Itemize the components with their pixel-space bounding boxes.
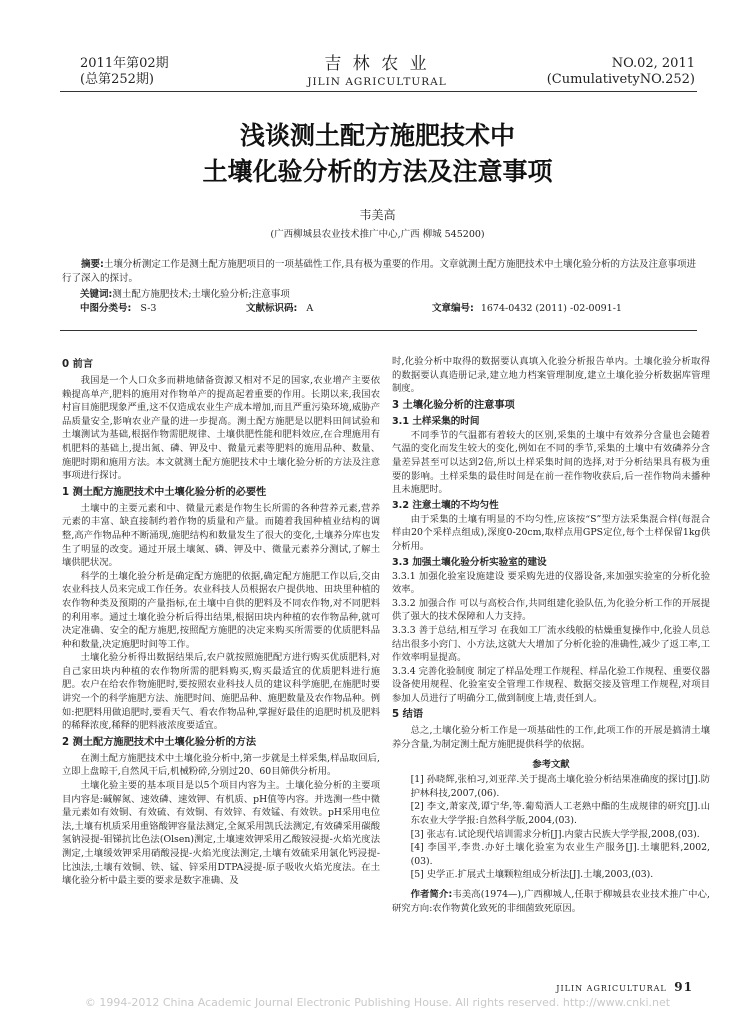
reference-item: [1] 孙晓辉,张柏习,刘亚萍.关于提高土壤化验分析结果准确度的探讨[J].防护林科技,2007,(06).	[410, 774, 710, 799]
section-3-3-3: 3.3.3 善于总结,相互学习 在我如工厂流水线般的枯燥重复操作中,化验人员总结出很多小窍门、小方法,这就大大增加了分析化验的准确性,减少了返工率,工作效率明显提高。	[392, 624, 710, 664]
document-code	[246, 302, 313, 316]
right-column	[392, 355, 710, 915]
reference-item: [5] 史学正.扩展式土壤颗粒组成分析法[J].土壤,2003,(03).	[410, 869, 654, 881]
section-1-heading: 1 测土配方施肥技术中土壤化验分析的必要性	[62, 486, 267, 498]
section-1-paragraph-2: 科学的土壤化验分析是确定配方施肥的依据,确定配方施肥工作以后,交由农业科技人员来完成工作任务。农业科技人员根据农户提供地、田块里种植的农作物种类及预期的产量指标,在土壤中自供的肥料及不同农作物,对不同肥料的利用率。通过土壤化验分析后得出结果,根据田块内种植的农作物品种,就可决定准确、安全的配方施肥,按照配方施肥的决定来购买所需要的优质肥料品种和数量,决定施肥时间等工作。	[62, 570, 380, 650]
header-center	[277, 54, 477, 90]
section-3-heading: 3 土壤化验分析的注意事项	[392, 399, 515, 411]
issue-label: 2011年第02期	[80, 56, 169, 71]
reference-item: [2] 李文,萧家茂,谭宁华,等.葡萄酒人工老熟中酯的生成规律的研究[J].山东农业大学学报:自然科学版,2004,(03).	[410, 801, 710, 827]
left-column	[62, 355, 380, 888]
header-left	[80, 56, 169, 88]
section-2-paragraph-2: 土壤化验主要的基本项目是以5个项目内容为主。土壤化验分析的主要项目内容是:碱解氮、速效磷、速效钾、有机质、pH值等内容。并选测一些中微量元素如有效铜、有效硫、有效铜、有效锌、有效锰、有效铁。pH采用电位法,土壤有机质采用重铬酸钾容量法测定,全氮采用凯氏法测定,有效磷采用碳酸氢钠浸提-钼锑抗比色法(Olsen)测定,土壤速效钾采用乙酸铵浸提-火焰光度法测定,土壤缓效钾采用硝酸浸提-火焰光度法测定,土壤有效硫采用氯化钙浸提-比浊法,土壤有效铜、铁、锰、锌采用DTPA浸提-原子吸收火焰光度法。在土壤化验分析中最主要的要求是数字准确、及	[62, 780, 380, 887]
page-number: 91	[674, 980, 693, 994]
references-heading: 参考文献	[532, 758, 570, 770]
abstract	[62, 258, 696, 286]
article-title-line-1: 浅谈测土配方施肥技术中	[239, 121, 515, 150]
section-2-continuation: 时,化验分析中取得的数据要认真填入化验分析报告单内。土壤化验分析取得的数据要认真造册记录,建立地力档案管理制度,建立土壤化验分析数据库管理制度。	[392, 356, 710, 395]
clc-label: 中图分类号:	[80, 303, 132, 314]
section-5-paragraph: 总之,土壤化验分析工作是一项基础性的工作,此项工作的开展是搞清土壤养分含量,为制定测土配方施肥提供科学的依据。	[392, 725, 710, 751]
section-3-3-2: 3.3.2 加强合作 可以与高校合作,共同组建化验队伍,为化验分析工作的开展提供了强大的技术保障和人力支持。	[392, 597, 710, 623]
section-3-3-heading: 3.3 加强土壤化验分析实验室的建设	[392, 556, 547, 568]
section-3-3-4: 3.3.4 完善化验制度 制定了样品处理工作规程、样品化验工作规程、重要仪器设备使用规程、化验室安全管理工作规程、数据交接及管理工作规程,对项目参加人员进行了明确分工,做到制度上墙,责任到人。	[392, 665, 710, 704]
keywords	[80, 288, 290, 302]
doc-code-label: 文献标识码:	[246, 303, 298, 314]
section-3-2-paragraph: 由于采集的土壤有明显的不均匀性,应该按“S”型方法采集混合样(每混合样由20个采样点组成),深度0-20cm,取样点用GPS定位,每个土样保留1kg供分析用。	[392, 513, 710, 552]
section-3-1-heading: 3.1 土样采集的时间	[392, 415, 480, 427]
section-3-1-paragraph: 不同季节的气温都有着较大的区别,采集的土壤中有效养分含量也会随着气温的变化而发生较大的变化,例如在不同的季节,采集的土壤中有效磷养分含量差异甚至可以达到2倍,所以土样采集时间的选择,对于分析结果具有极为重要的影响。土样采集的最佳时间是在前一茬作物收获后,后一茬作物尚未播种且未施肥时。	[392, 429, 710, 496]
section-0-heading: 0 前言	[62, 359, 94, 370]
header-rule	[60, 91, 697, 92]
clc-value: S-3	[140, 303, 157, 314]
author-intro-label: 作者简介:	[410, 889, 453, 900]
journal-name-en: JILIN AGRICULTURAL	[307, 76, 447, 88]
section-1-paragraph-3: 土壤化验分析得出数据结果后,农户就按照施肥配方进行购买优质肥料,对自己家田块内种植的农作物所需的肥料购买,购买最适宜的优质肥料进行施肥。农户在给农作物施肥时,要按照农业科技人员的建议科学施肥,在施肥时要讲究一个的科学施肥方法、施肥时间、施肥品种、施肥数量及农作物品种。例如:把肥料用做追肥时,要看天气、看农作物品种,掌握好最佳的追肥时机及肥料的稀释浓度,稀释的肥料液浓度要适宜。	[62, 652, 380, 732]
issue-number-en: NO.02, 2011	[611, 56, 695, 71]
author-name: 韦美高	[359, 208, 396, 222]
footer-journal-name: JILIN AGRICULTURAL	[556, 984, 667, 993]
article-number-value: 1674-0432 (2011) -02-0091-1	[480, 303, 622, 314]
article-number-label: 文章编号:	[432, 303, 474, 314]
cumulative-issue-label: (总第252期)	[80, 72, 154, 87]
keywords-text: 测土配方施肥技术;土壤化验分析;注意事项	[112, 289, 290, 300]
cumulative-number-en: (CumulativetyNO.252)	[546, 72, 695, 87]
clc-number	[80, 302, 156, 316]
author-affiliation: (广西柳城县农业技术推广中心,广西 柳城 545200)	[270, 229, 485, 240]
section-0-paragraph: 我国是一个人口众多而耕地储备资源又相对不足的国家,农业增产主要依赖提高单产,肥料的施用对作物单产的提高起着重要的作用。长期以来,我国农村盲目施肥现象严重,这不仅造成农业生产成本增加,而且严重污染环境,威胁产品质量安全,影响农业产量的进一步提高。测土配方施肥是以肥料田间试验和土壤测试为基础,根据作物需肥规律、土壤供肥性能和肥料效应,在合理施用有机肥料的基础上,提出氮、磷、钾及中、微量元素等肥料的施用品种、数量、施肥时期和施用方法。本文就测土配方施肥技术中土壤化验分析的方法及注意事项进行探讨。	[62, 375, 380, 482]
journal-name-cn: 吉 林 农 业	[324, 54, 430, 74]
section-2-paragraph-1: 在测土配方施肥技术中土壤化验分析中,第一步就是土样采集,样品取回后,立即上盘晾干,自然风干后,机械粉碎,分别过20、60目筛供分析用。	[62, 752, 380, 778]
author-intro-text: 韦美高(1974—),广西柳城人,任职于柳城县农业技术推广中心,研究方向:农作物黄化致死的非细菌致死原因。	[392, 889, 711, 914]
keywords-label: 关键词:	[80, 289, 113, 300]
doc-code-value: A	[306, 303, 314, 314]
page-footer	[556, 980, 693, 994]
section-5-heading: 5 结语	[392, 709, 424, 721]
reference-item: [4] 李国平,李贵.办好土壤化验室为农业生产服务[J].土壤肥料,2002,(03).	[410, 842, 710, 867]
header-right	[547, 56, 695, 88]
references-list	[392, 773, 710, 882]
abstract-label: 摘要:	[81, 259, 104, 270]
cnki-watermark: © 1994-2012 China Academic Journal Electronic Publishing House. All rights reserved. http://www.cnki.net	[84, 996, 671, 1009]
section-1-paragraph-1: 土壤中的主要元素和中、微量元素是作物生长所需的各种营养元素,营养元素的丰富、缺直接制约着作物的质量和产量。而随着我国种植业结构的调整,高产作物品种不断涌现,施肥结构和数量发生了很大的变化,土壤养分库也发生了明显的改变。通过开展土壤氮、磷、钾及中、微量元素养分测试,了解土壤供肥状况。	[62, 502, 380, 569]
section-3-3-1: 3.3.1 加强化验室设施建设 要采购先进的仪器设备,来加强实验室的分析化验效率。	[392, 570, 710, 596]
author-introduction	[392, 888, 710, 915]
section-2-heading: 2 测土配方施肥技术中土壤化验分析的方法	[62, 736, 257, 748]
abstract-rule	[60, 330, 697, 331]
section-3-2-heading: 3.2 注意土壤的不均匀性	[392, 499, 499, 511]
article-title-line-2: 土壤化验分析的方法及注意事项	[202, 157, 553, 186]
reference-item: [3] 张志有.试论现代培训需求分析[J].内蒙古民族大学学报,2008,(03).	[410, 828, 700, 840]
abstract-text: 土壤分析测定工作是测土配方施肥项目的一项基础性工作,具有极为重要的作用。文章就测土配方施肥技术中土壤化验分析的方法及注意事项进行了深入的探讨。	[62, 259, 696, 284]
article-number	[432, 302, 622, 316]
